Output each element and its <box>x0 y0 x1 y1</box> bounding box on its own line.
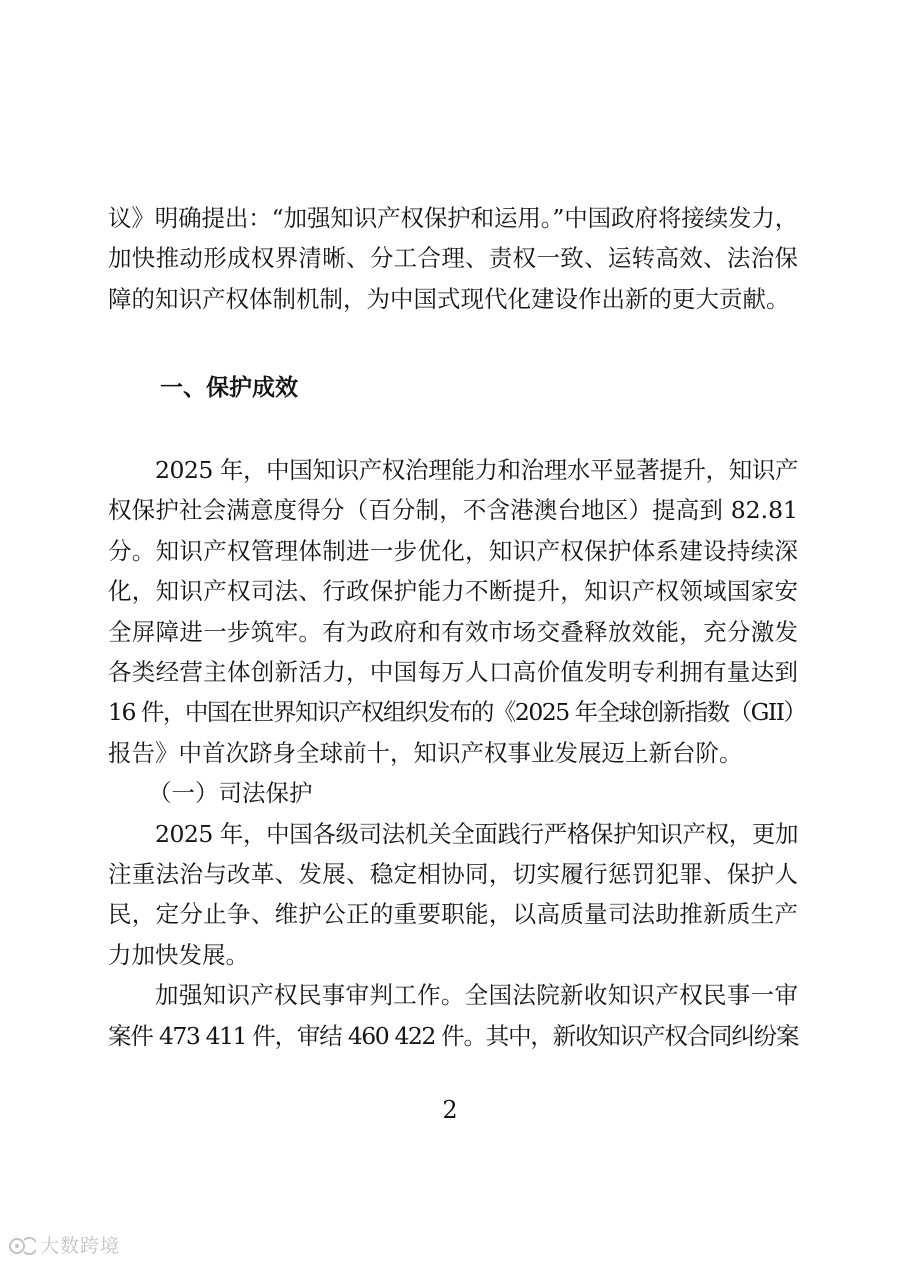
page-body <box>108 198 806 1056</box>
text-line: 各类经营主体创新活力，中国每万人口高价值发明专利拥有量达到 <box>108 658 798 687</box>
watermark-text: 大数跨境 <box>40 1235 121 1257</box>
text-line: 权保护社会满意度得分（百分制，不含港澳台地区）提高到 82.81 <box>108 496 798 525</box>
paragraph <box>108 814 798 976</box>
text-line: 化，知识产权司法、行政保护能力不断提升，知识产权领域国家安 <box>108 577 798 606</box>
text-line: 议》明确提出：“加强知识产权保护和运用。”中国政府将接续发力， <box>108 204 798 232</box>
continued-paragraph <box>108 198 798 319</box>
text-line: 加强知识产权民事审判工作。全国法院新收知识产权民事一审 <box>155 981 798 1010</box>
text-line: 全屏障进一步筑牢。有为政府和有效市场交叠释放效能，充分激发 <box>108 617 798 646</box>
text-line: 2025 年，中国知识产权治理能力和治理水平显著提升，知识产 <box>155 456 798 485</box>
paragraph <box>108 450 806 773</box>
text-line: 注重法治与改革、发展、稳定相协同，切实履行惩罚犯罪、保护人 <box>108 860 798 889</box>
text-line: 力加快发展。 <box>108 940 249 969</box>
text-line: 16 件，中国在世界知识产权组织发布的《2025 年全球创新指数（GII） <box>108 698 806 727</box>
text-line: 分。知识产权管理体制进一步优化，知识产权保护体系建设持续深 <box>108 536 798 565</box>
text-line: 案件 473 411 件，审结 460 422 件。其中，新收知识产权合同纠纷案 <box>108 1021 798 1050</box>
text-line: 障的知识产权体制机制，为中国式现代化建设作出新的更大贡献。 <box>108 284 790 313</box>
paragraph <box>108 975 798 1056</box>
watermark-logo-icon <box>8 1235 36 1257</box>
text-line: 加快推动形成权界清晰、分工合理、责权一致、运转高效、法治保 <box>108 244 798 273</box>
watermark <box>8 1234 120 1258</box>
section-heading: 一、保护成效 <box>160 375 298 402</box>
page-number: 2 <box>442 1096 458 1124</box>
text-line: 民，定分止争、维护公正的重要职能，以高质量司法助推新质生产 <box>108 900 798 929</box>
subsection-heading: （一）司法保护 <box>148 779 313 808</box>
text-line: 2025 年，中国各级司法机关全面践行严格保护知识产权，更加 <box>155 819 798 848</box>
text-line: 报告》中首次跻身全球前十，知识产权事业发展迈上新台阶。 <box>108 738 743 767</box>
